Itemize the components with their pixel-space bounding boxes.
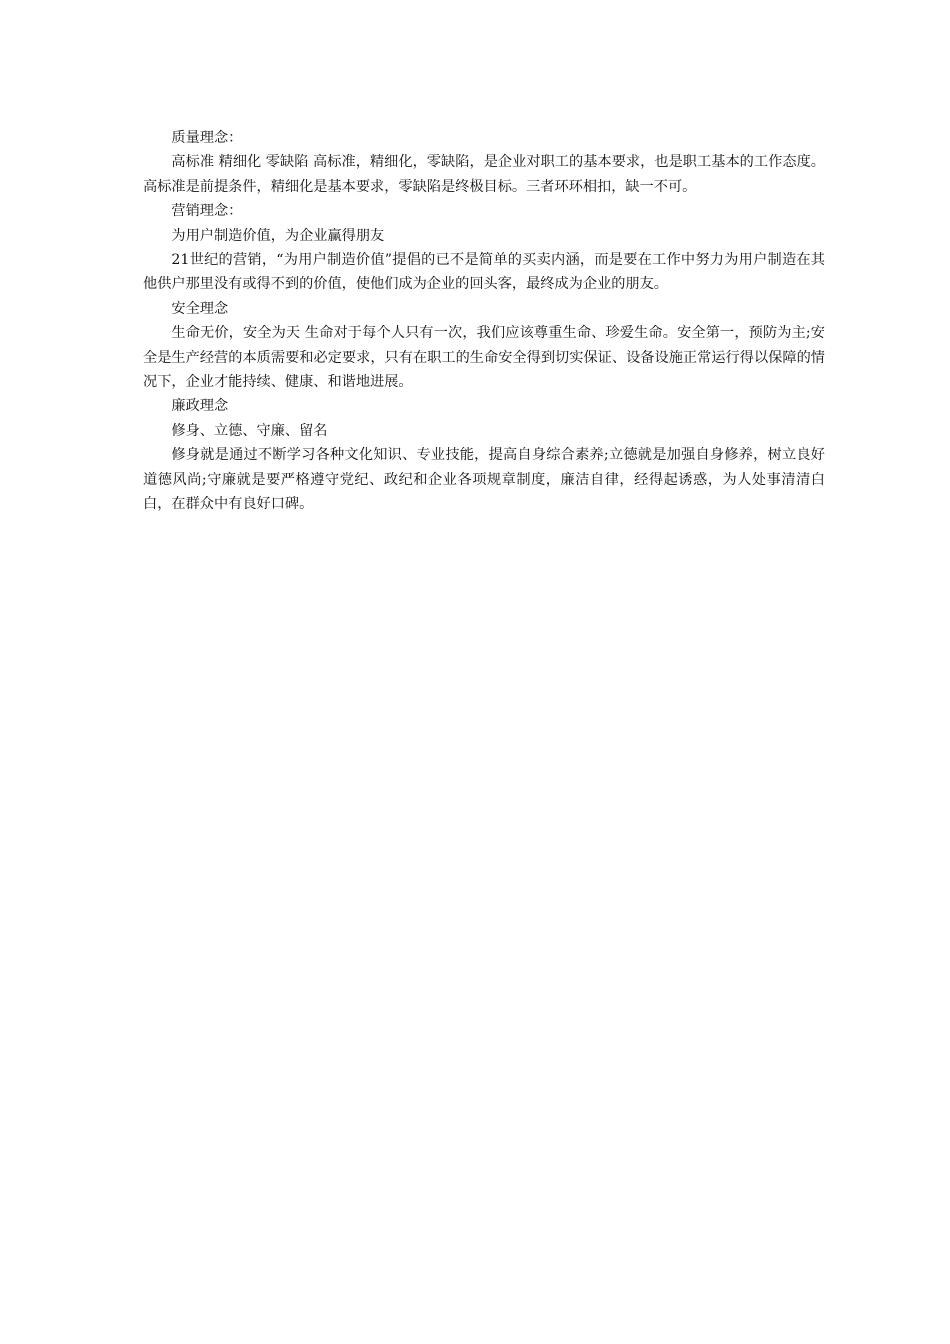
document-page: [143, 126, 825, 517]
marketing-concept-body: 21世纪的营销，“为用户制造价值”提倡的已不是简单的买卖内涵，而是要在工作中努力为用户制造在其他供户那里没有或得不到的价值，使他们成为企业的回头客，最终成为企业的朋友。: [143, 252, 825, 293]
marketing-slogan: 为用户制造价值，为企业赢得朋友: [171, 227, 385, 244]
heading-marketing-concept: 营销理念：: [171, 203, 243, 220]
heading-quality-concept: 质量理念：: [171, 130, 243, 146]
quality-concept-body: 高标准 精细化 零缺陷 高标准，精细化，零缺陷，是企业对职工的基本要求，也是职工基本的工作态度。高标准是前提条件，精细化是基本要求，零缺陷是终极目标。三者环环相扣，缺一不可。: [143, 154, 825, 195]
heading-integrity-concept: 廉政理念: [171, 398, 229, 415]
safety-concept-body: 生命无价，安全为天 生命对于每个人只有一次，我们应该尊重生命、珍爱生命。安全第一，预防为主;安全是生产经营的本质需要和必定要求，只有在职工的生命安全得到切实保证、设备设施正常运行得以保障的情况下，企业才能持续、健康、和谐地进展。: [143, 325, 825, 391]
integrity-slogan: 修身、立德、守廉、留名: [171, 422, 328, 439]
integrity-concept-body: 修身就是通过不断学习各种文化知识、专业技能，提高自身综合素养;立德就是加强自身修养，树立良好道德风尚;守廉就是要严格遵守党纪、政纪和企业各项规章制度，廉洁自律，经得起诱惑，为人处事清清白白，在群众中有良好口碑。: [143, 447, 825, 513]
heading-safety-concept: 安全理念: [171, 300, 229, 317]
